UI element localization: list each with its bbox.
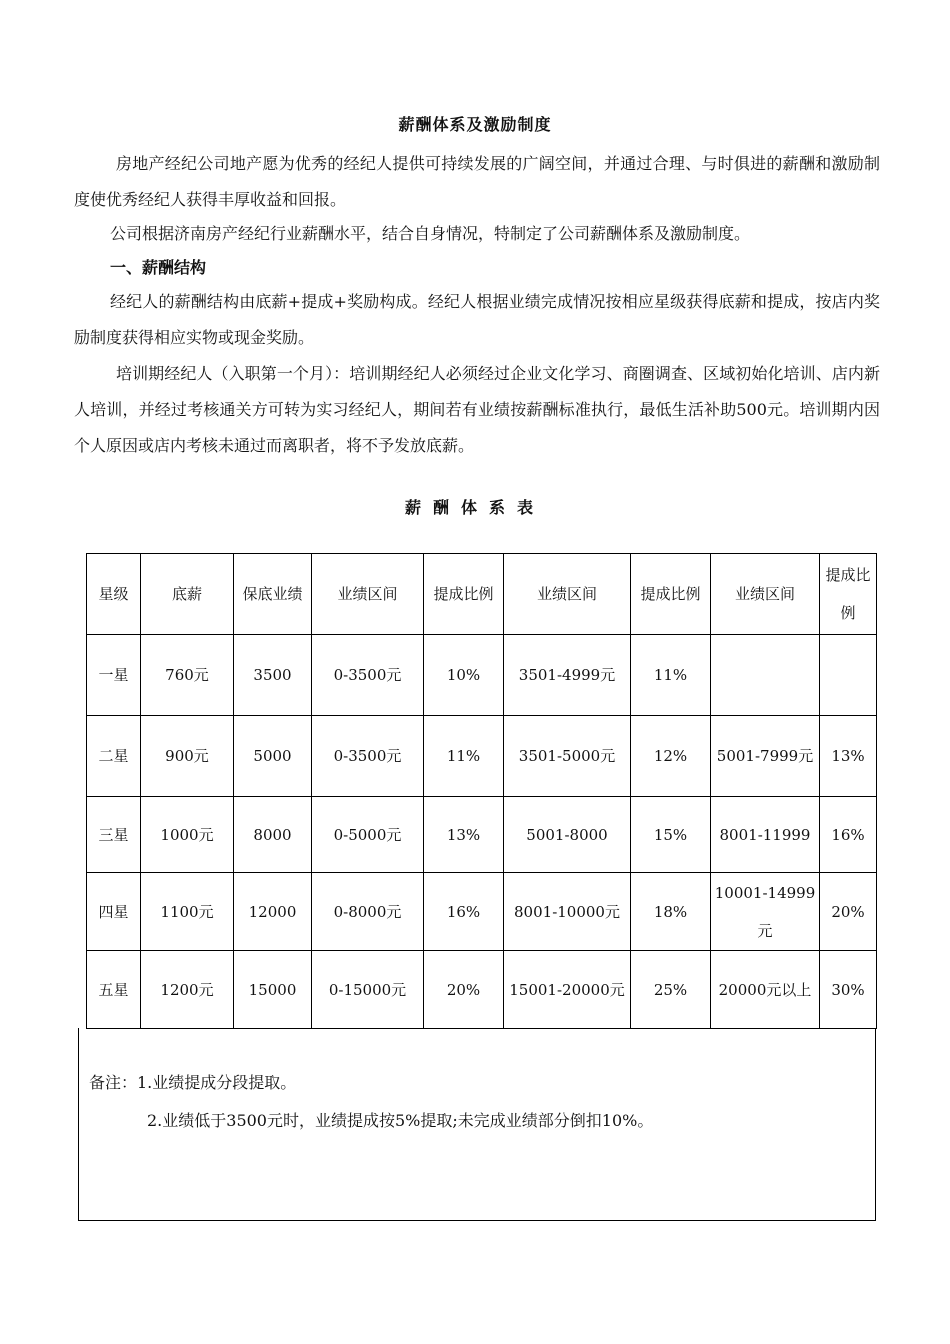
base-cell: 1000元 bbox=[141, 797, 234, 873]
range3-cell bbox=[711, 635, 820, 716]
header-cell: 保底业绩 bbox=[234, 554, 312, 635]
salary-table bbox=[86, 553, 877, 1029]
rate1-cell: 10% bbox=[424, 635, 504, 716]
header-cell: 业绩区间 bbox=[504, 554, 631, 635]
header-cell: 提成比例 bbox=[424, 554, 504, 635]
table-row bbox=[87, 873, 877, 951]
note-item: 备注：1.业绩提成分段提取。 bbox=[89, 1073, 297, 1092]
training-paragraph: 培训期经纪人（入职第一个月）：培训期经纪人必须经过企业文化学习、商圈调查、区域初始化培训、店内新人培训，并经过考核通关方可转为实习经纪人，期间若有业绩按薪酬标准执行，最低生活补助500元。培训期内因个人原因或店内考核未通过而离职者，将不予发放底薪。 bbox=[74, 364, 880, 455]
base-cell: 900元 bbox=[141, 716, 234, 797]
rate2-cell: 15% bbox=[631, 797, 711, 873]
range2-cell: 3501-4999元 bbox=[504, 635, 631, 716]
header-cell: 底薪 bbox=[141, 554, 234, 635]
table-row bbox=[87, 951, 877, 1029]
guarantee-cell: 8000 bbox=[234, 797, 312, 873]
star-cell: 二星 bbox=[87, 716, 141, 797]
header-cell: 提成比例 bbox=[820, 554, 877, 635]
guarantee-cell: 3500 bbox=[234, 635, 312, 716]
range1-cell: 0-5000元 bbox=[312, 797, 424, 873]
policy-paragraph: 公司根据济南房产经纪行业薪酬水平，结合自身情况，特制定了公司薪酬体系及激励制度。 bbox=[110, 224, 751, 243]
header-cell: 业绩区间 bbox=[711, 554, 820, 635]
range1-cell: 0-8000元 bbox=[312, 873, 424, 951]
header-cell: 业绩区间 bbox=[312, 554, 424, 635]
range3-cell: 20000元以上 bbox=[711, 951, 820, 1029]
notes-box bbox=[78, 1028, 876, 1221]
star-cell: 四星 bbox=[87, 873, 141, 951]
range3-cell: 5001-7999元 bbox=[711, 716, 820, 797]
base-cell: 1200元 bbox=[141, 951, 234, 1029]
structure-paragraph: 经纪人的薪酬结构由底薪+提成+奖励构成。经纪人根据业绩完成情况按相应星级获得底薪和提成，按店内奖励制度获得相应实物或现金奖励。 bbox=[74, 292, 880, 347]
range1-cell: 0-3500元 bbox=[312, 716, 424, 797]
base-cell: 1100元 bbox=[141, 873, 234, 951]
range2-cell: 8001-10000元 bbox=[504, 873, 631, 951]
table-header-row bbox=[87, 554, 877, 635]
range1-cell: 0-3500元 bbox=[312, 635, 424, 716]
rate3-cell: 13% bbox=[820, 716, 877, 797]
section-heading: 一、薪酬结构 bbox=[110, 258, 207, 277]
note-item: 2.业绩低于3500元时，业绩提成按5%提取;未完成业绩部分倒扣10%。 bbox=[147, 1111, 654, 1130]
range3-cell: 10001-14999元 bbox=[711, 873, 820, 951]
rate1-cell: 13% bbox=[424, 797, 504, 873]
table-row bbox=[87, 716, 877, 797]
rate1-cell: 11% bbox=[424, 716, 504, 797]
guarantee-cell: 15000 bbox=[234, 951, 312, 1029]
range2-cell: 3501-5000元 bbox=[504, 716, 631, 797]
rate2-cell: 12% bbox=[631, 716, 711, 797]
guarantee-cell: 5000 bbox=[234, 716, 312, 797]
range2-cell: 15001-20000元 bbox=[504, 951, 631, 1029]
rate3-cell: 16% bbox=[820, 797, 877, 873]
rate3-cell: 20% bbox=[820, 873, 877, 951]
rate2-cell: 18% bbox=[631, 873, 711, 951]
star-cell: 三星 bbox=[87, 797, 141, 873]
base-cell: 760元 bbox=[141, 635, 234, 716]
table-row bbox=[87, 797, 877, 873]
star-cell: 五星 bbox=[87, 951, 141, 1029]
table-row bbox=[87, 635, 877, 716]
star-cell: 一星 bbox=[87, 635, 141, 716]
rate2-cell: 25% bbox=[631, 951, 711, 1029]
rate3-cell: 30% bbox=[820, 951, 877, 1029]
rate1-cell: 20% bbox=[424, 951, 504, 1029]
rate2-cell: 11% bbox=[631, 635, 711, 716]
range2-cell: 5001-8000 bbox=[504, 797, 631, 873]
intro-paragraph: 房地产经纪公司地产愿为优秀的经纪人提供可持续发展的广阔空间，并通过合理、与时俱进的薪酬和激励制度使优秀经纪人获得丰厚收益和回报。 bbox=[74, 154, 880, 209]
page-title: 薪酬体系及激励制度 bbox=[398, 115, 552, 134]
rate3-cell bbox=[820, 635, 877, 716]
header-cell: 星级 bbox=[87, 554, 141, 635]
header-cell: 提成比例 bbox=[631, 554, 711, 635]
range3-cell: 8001-11999 bbox=[711, 797, 820, 873]
rate1-cell: 16% bbox=[424, 873, 504, 951]
range1-cell: 0-15000元 bbox=[312, 951, 424, 1029]
table-title: 薪酬体系表 bbox=[404, 498, 545, 517]
guarantee-cell: 12000 bbox=[234, 873, 312, 951]
